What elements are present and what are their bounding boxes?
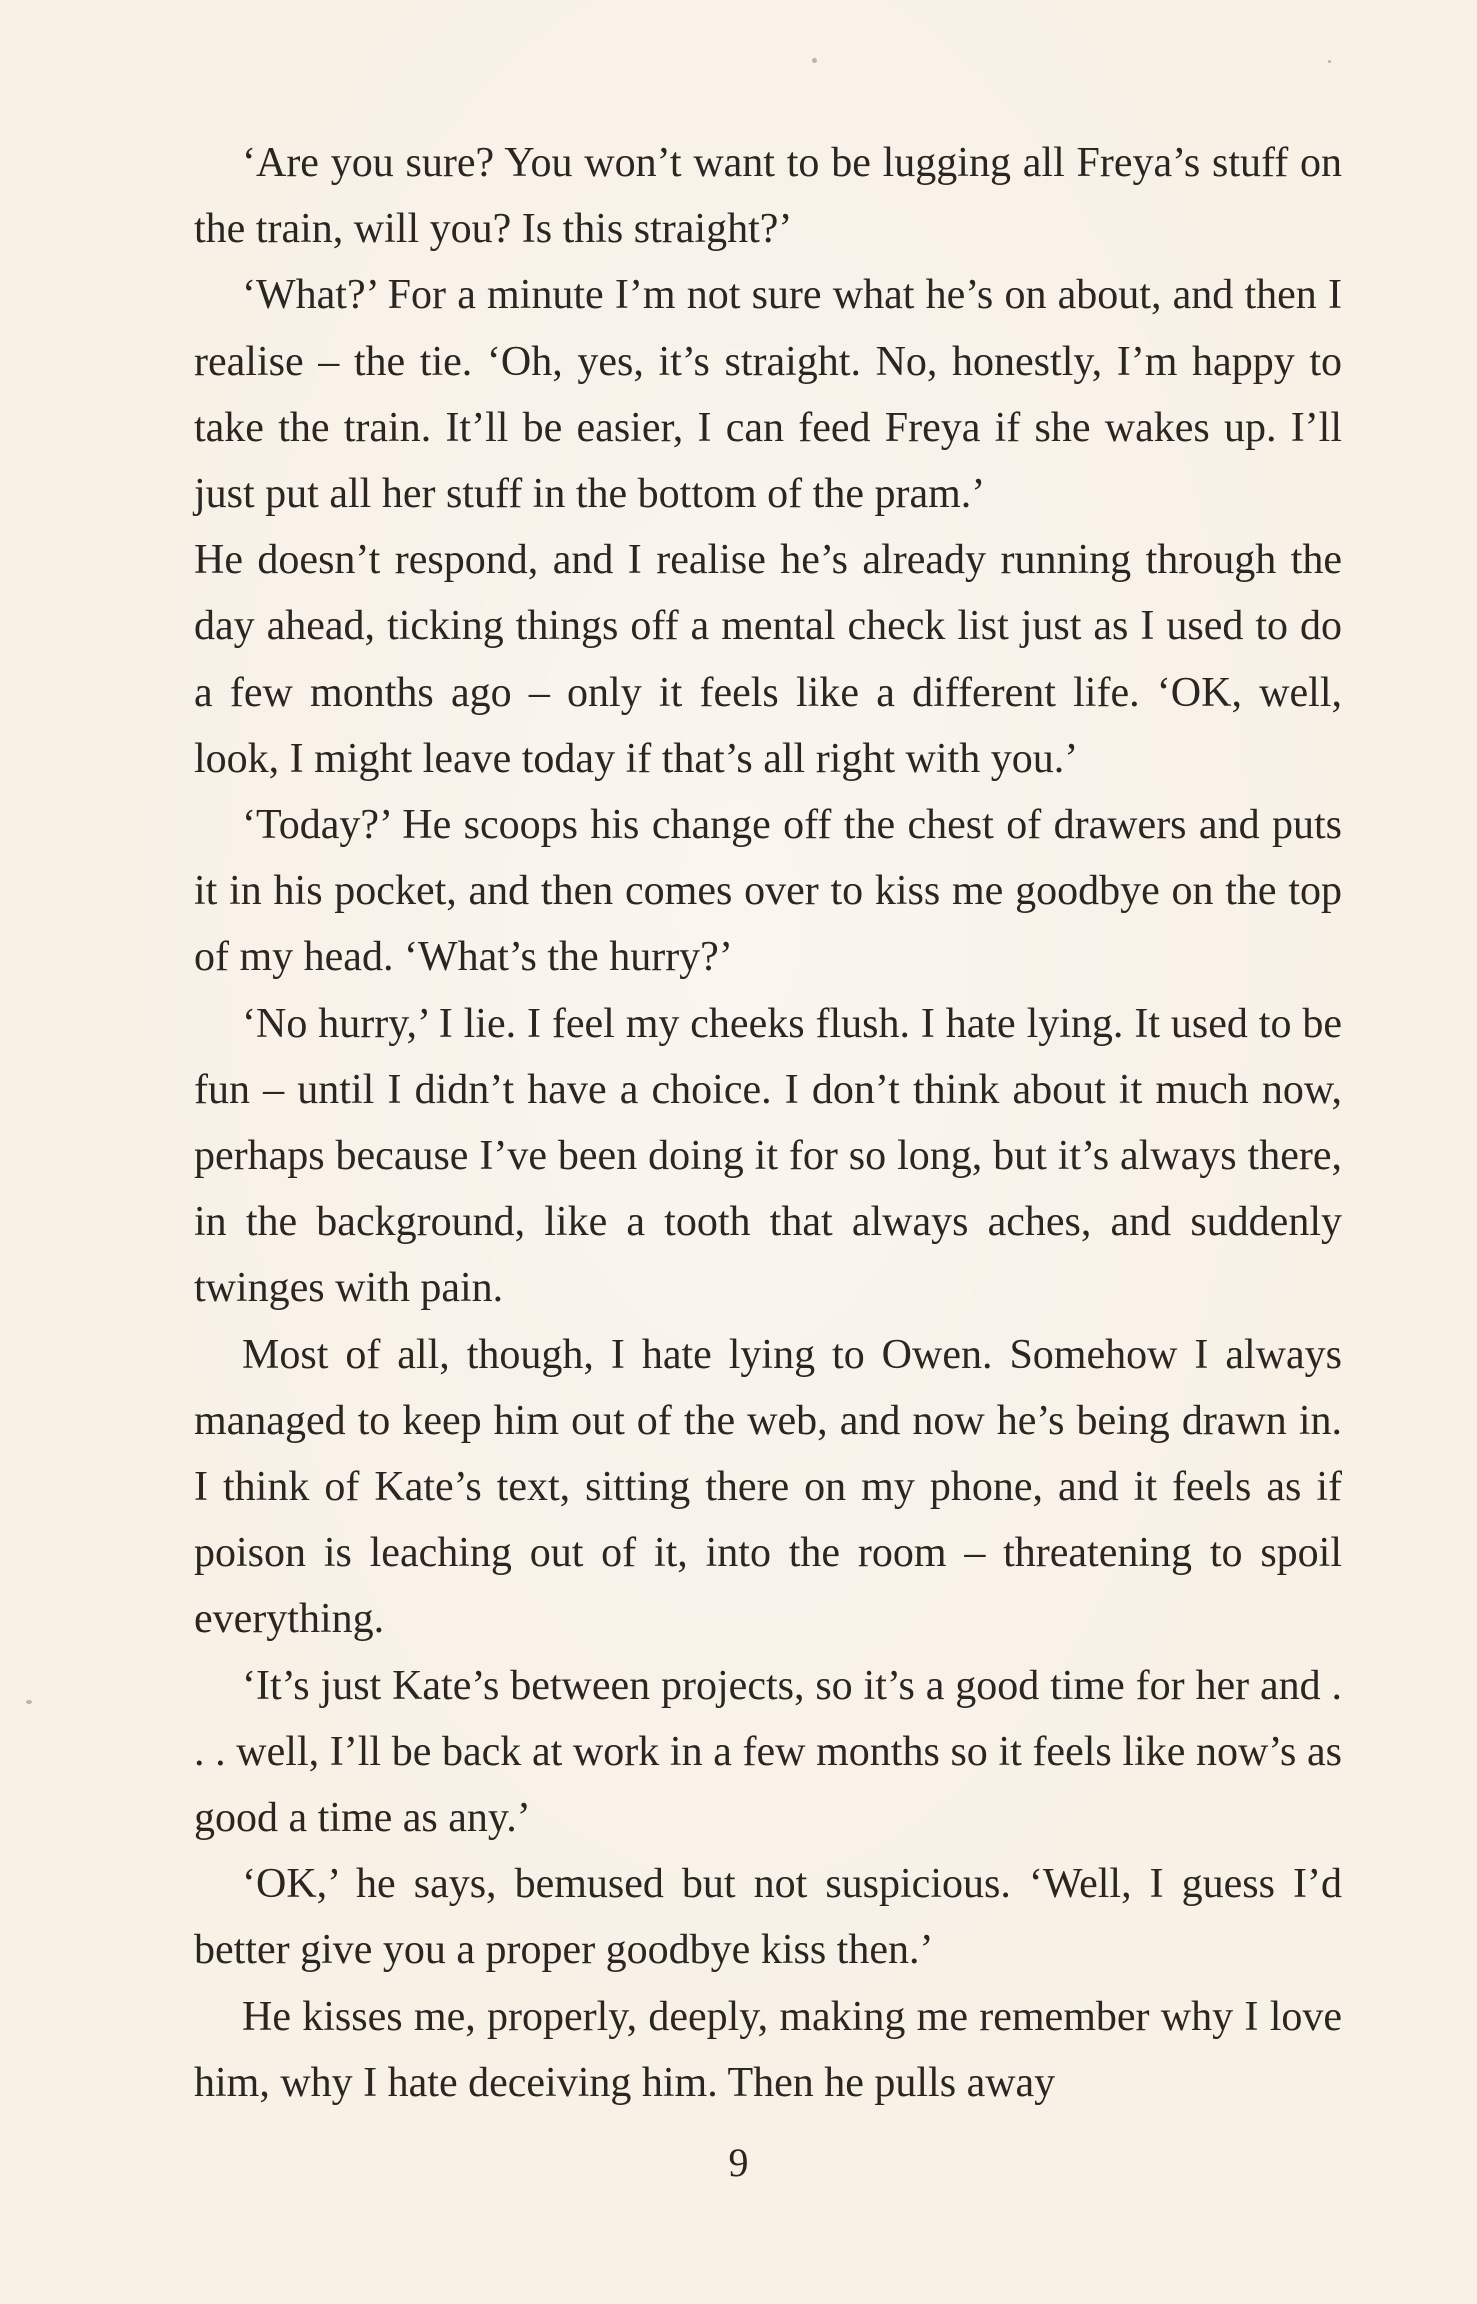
- paragraph: Most of all, though, I hate lying to Owen. Somehow I always managed to keep him out of the web, and now he’s being drawn in. I think of Kate’s text, sitting there on my phone, and it feels as if poison is leaching out of it, into the room – threatening to spoil everything.: [194, 1331, 1342, 1643]
- paragraph: He doesn’t respond, and I realise he’s already running through the day ahead, ticking things off a mental check list just as I used to do a few months ago – only it feels like a different life. ‘OK, well, look, I might leave today if that’s all right with you.’: [194, 537, 1342, 782]
- page-number: 9: [728, 2140, 749, 2185]
- paragraph: ‘No hurry,’ I lie. I feel my cheeks flush. I hate lying. It used to be fun – until I didn’t have a choice. I don’t think about it much now, perhaps because I’ve been doing it for so long, but it’s always there, in the background, like a tooth that always aches, and suddenly twinges with pain.: [194, 1000, 1342, 1312]
- paragraph: He kisses me, properly, deeply, making me remember why I love him, why I hate deceiving him. Then he pulls away: [194, 1993, 1342, 2106]
- paragraph: ‘OK,’ he says, bemused but not suspicious. ‘Well, I guess I’d better give you a proper goodbye kiss then.’: [194, 1861, 1342, 1974]
- body-text: [194, 130, 1342, 2116]
- paragraph: ‘It’s just Kate’s between projects, so it’s a good time for her and . . . well, I’ll be back at work in a few months so it feels like now’s as good a time as any.’: [194, 1662, 1342, 1842]
- paper-speck: [26, 1700, 32, 1704]
- paper-speck: [812, 58, 817, 63]
- paragraph: ‘What?’ For a minute I’m not sure what he’s on about, and then I realise – the tie. ‘Oh, yes, it’s straight. No, honestly, I’m happy to take the train. It’ll be easier, I can feed Freya if she wakes up. I’ll just put all her stuff in the bottom of the pram.’: [194, 272, 1342, 518]
- paragraph: ‘Are you sure? You won’t want to be lugging all Freya’s stuff on the train, will you? Is this straight?’: [194, 140, 1342, 253]
- paper-speck: [1328, 60, 1331, 63]
- paragraph: ‘Today?’ He scoops his change off the chest of drawers and puts it in his pocket, and then comes over to kiss me goodbye on the top of my head. ‘What’s the hurry?’: [194, 802, 1342, 981]
